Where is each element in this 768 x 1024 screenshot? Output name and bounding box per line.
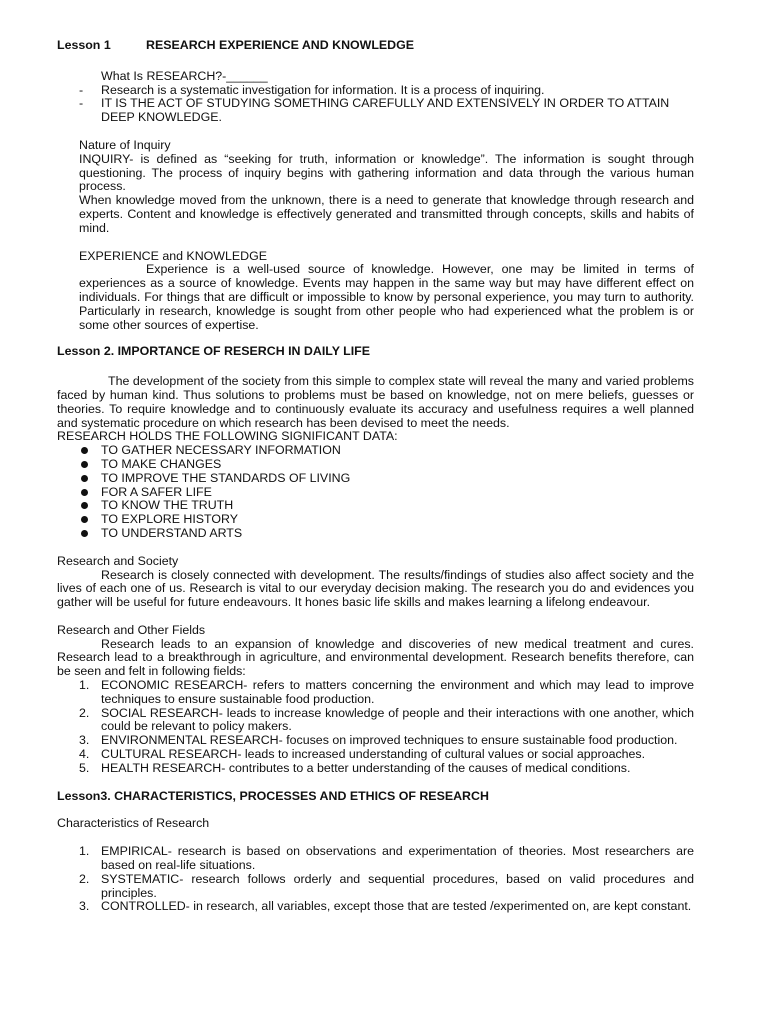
characteristics-list: [57, 845, 694, 914]
list-item: - Research is a systematic investigation for information. It is a process of inquiring.: [79, 82, 545, 97]
list-item: 3. ENVIRONMENTAL RESEARCH- focuses on improved techniques to ensure sustainable food production.: [79, 733, 678, 748]
list-item: 3. CONTROLLED- in research, all variables, except those that are tested /experimented on, are kept constant.: [79, 899, 692, 914]
list-item: 1. ECONOMIC RESEARCH- refers to matters concerning the environment and which may lead to improve techniques to ensure sustainable food production.: [79, 678, 694, 706]
nature-of-inquiry-heading: Nature of Inquiry: [79, 137, 171, 152]
significance-bullet-list: [57, 444, 694, 541]
list-item: TO GATHER NECESSARY INFORMATION: [57, 444, 694, 458]
development-paragraph: The development of the society from this simple to complex state will reveal the many and varied problems faced by human kind. Thus solutions to problems must be based on knowledge, not on mere beliefs, guesses or theories. To require knowledge and to continuously evaluate its accuracy and usefulness requires a well planned and systematic procedure on which research has been devised to meet the needs.: [57, 374, 694, 430]
research-fields-heading: Research and Other Fields: [57, 622, 206, 637]
research-fields-paragraph: Research leads to an expansion of knowledge and discoveries of new medical treatment and cures. Research lead to a breakthrough in agriculture, and environmental development. Research benefits therefore, can be seen and felt in following fields:: [57, 636, 694, 679]
lesson3-heading: Lesson3. CHARACTERISTICS, PROCESSES AND ETHICS OF RESEARCH: [57, 788, 489, 803]
lesson1-title: RESEARCH EXPERIENCE AND KNOWLEDGE: [146, 38, 415, 52]
list-item: FOR A SAFER LIFE: [57, 486, 694, 500]
inquiry-paragraph: INQUIRY- is defined as “seeking for truth, information or knowledge”. The information is sought through questioning. The process of inquiry begins with gathering information and data through the various human process.: [79, 151, 694, 194]
research-holds-heading: RESEARCH HOLDS THE FOLLOWING SIGNIFICANT DATA:: [57, 429, 398, 444]
list-item: 2. SOCIAL RESEARCH- leads to increase knowledge of people and their interactions with one another, which could be relevant to policy makers.: [79, 705, 694, 734]
research-society-paragraph: Research is closely connected with development. The results/findings of studies also affect society and the lives of each one of us. Research is vital to our everyday decision making. The research you do and evidences you gather will be useful for future endeavours. It hones basic life skills and makes learning a lifelong endeavour.: [57, 567, 694, 610]
document-page: [57, 39, 694, 914]
list-item: 4. CULTURAL RESEARCH- leads to increased understanding of cultural values or social approaches.: [79, 747, 646, 762]
lesson2-heading: Lesson 2. IMPORTANCE OF RESERCH IN DAILY LIFE: [57, 344, 371, 359]
research-society-heading: Research and Society: [57, 553, 179, 568]
list-item: 5. HEALTH RESEARCH- contributes to a better understanding of the causes of medical conditions.: [79, 760, 631, 775]
research-fields-list: [57, 679, 694, 776]
list-item: 2. SYSTEMATIC- research follows orderly and sequential procedures, based on valid procedures and principles.: [79, 871, 694, 900]
list-item: TO EXPLORE HISTORY: [57, 513, 694, 527]
list-item: - IT IS THE ACT OF STUDYING SOMETHING CAREFULLY AND EXTENSIVELY IN ORDER TO ATTAIN DEEP KNOWLEDGE.: [79, 96, 670, 125]
characteristics-heading: Characteristics of Research: [57, 816, 210, 831]
lesson1-heading: [57, 39, 694, 53]
knowledge-paragraph: When knowledge moved from the unknown, there is a need to generate that knowledge through research and experts. Content and knowledge is effectively generated and transmitted through concepts, skills and habits of mind.: [79, 193, 694, 235]
experience-paragraph: Experience is a well-used source of knowledge. However, one may be limited in terms of experiences as a source of knowledge. Events may happen in the same way but may have different effect on individuals. For things that are difficult or impossible to know by personal experience, you may turn to authority. Particularly in research, knowledge is sought from other people who had experienced what the problem is or some other sources of expertise.: [79, 262, 694, 332]
experience-heading: EXPERIENCE and KNOWLEDGE: [79, 248, 267, 263]
list-item: TO KNOW THE TRUTH: [57, 499, 694, 513]
list-item: TO UNDERSTAND ARTS: [57, 527, 694, 541]
list-item: TO IMPROVE THE STANDARDS OF LIVING: [57, 472, 694, 486]
list-item: 1. EMPIRICAL- research is based on observations and experimentation of theories. Most researchers are based on real-life situations.: [79, 844, 694, 873]
what-is-research: What Is RESEARCH?-______: [101, 68, 268, 83]
definition-list: [57, 84, 694, 125]
list-item: TO MAKE CHANGES: [57, 458, 694, 472]
lesson1-number: Lesson 1: [57, 38, 111, 52]
